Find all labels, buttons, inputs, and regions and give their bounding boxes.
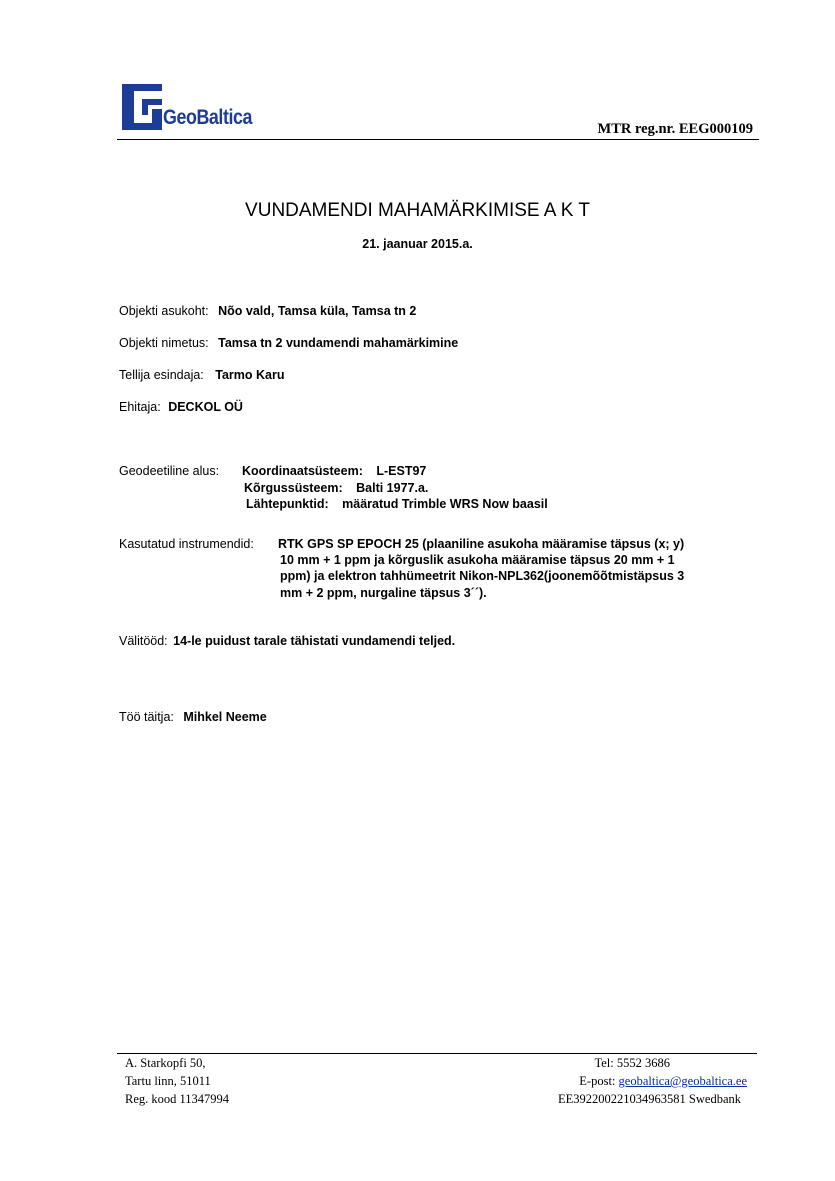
footer-email-link[interactable]: geobaltica@geobaltica.ee (618, 1074, 747, 1088)
footer-divider (117, 1053, 757, 1054)
asukoht-label: Objekti asukoht: (119, 304, 209, 318)
mtr-registration: MTR reg.nr. EEG000109 (597, 121, 753, 137)
asukoht-value: Nõo vald, Tamsa küla, Tamsa tn 2 (218, 304, 417, 318)
footer-tel: Tel: 5552 3686 (594, 1056, 670, 1070)
field-tellija (119, 368, 285, 382)
header-divider (117, 139, 759, 140)
lahte-label: Lähtepunktid: (246, 497, 329, 511)
field-nimetus (119, 336, 458, 350)
instrumendid-line-1: RTK GPS SP EPOCH 25 (plaaniline asukoha määramise täpsus (x; y) (278, 537, 685, 551)
koordinaat-value: L-EST97 (376, 464, 427, 478)
lahte-row (246, 497, 548, 511)
footer-regkood: Reg. kood 11347994 (125, 1092, 230, 1106)
document-title: VUNDAMENDI MAHAMÄRKIMISE A K T (245, 200, 590, 221)
instrumendid-label: Kasutatud instrumendid: (119, 537, 254, 551)
field-valitood (119, 634, 455, 648)
geodeetiline-label: Geodeetiline alus: (119, 464, 220, 478)
taitja-value: Mihkel Neeme (183, 710, 267, 724)
logo-text: GeoBaltica (163, 106, 253, 129)
korgus-row (244, 481, 428, 495)
tellija-value: Tarmo Karu (215, 368, 285, 382)
field-taitja (119, 710, 267, 724)
instrumendid-line-2: 10 mm + 1 ppm ja kõrguslik asukoha määramise täpsus 20 mm + 1 (280, 553, 675, 567)
footer-address-2: Tartu linn, 51011 (125, 1074, 211, 1088)
valitood-value: 14-le puidust tarale tähistati vundamendi teljed. (173, 634, 456, 648)
document-date: 21. jaanuar 2015.a. (362, 237, 473, 251)
lahte-value: määratud Trimble WRS Now baasil (342, 497, 548, 511)
footer-address-1: A. Starkopfi 50, (125, 1056, 206, 1070)
ehitaja-value: DECKOL OÜ (168, 400, 243, 414)
valitood-label: Välitööd: (119, 634, 168, 648)
field-asukoht (119, 304, 416, 318)
koordinaat-row (242, 464, 426, 478)
taitja-label: Töö täitja: (119, 710, 174, 724)
koordinaat-label: Koordinaatsüsteem: (242, 464, 363, 478)
nimetus-label: Objekti nimetus: (119, 336, 209, 350)
geobaltica-logo-mark (122, 84, 162, 130)
instrumendid-line-4: mm + 2 ppm, nurgaline täpsus 3´´). (280, 586, 487, 600)
ehitaja-label: Ehitaja: (119, 400, 161, 414)
footer-email-row (579, 1074, 747, 1089)
korgus-label: Kõrgussüsteem: (244, 481, 343, 495)
tellija-label: Tellija esindaja: (119, 368, 204, 382)
footer-bank: EE392200221034963581 Swedbank (558, 1092, 741, 1106)
field-ehitaja (119, 400, 243, 414)
korgus-value: Balti 1977.a. (356, 481, 429, 495)
instrumendid-line-3: ppm) ja elektron tahhümeetrit Nikon-NPL362(joonemõõtmistäpsus 3 (280, 569, 685, 583)
footer-email-label: E-post: (579, 1074, 616, 1088)
nimetus-value: Tamsa tn 2 vundamendi mahamärkimine (218, 336, 459, 350)
